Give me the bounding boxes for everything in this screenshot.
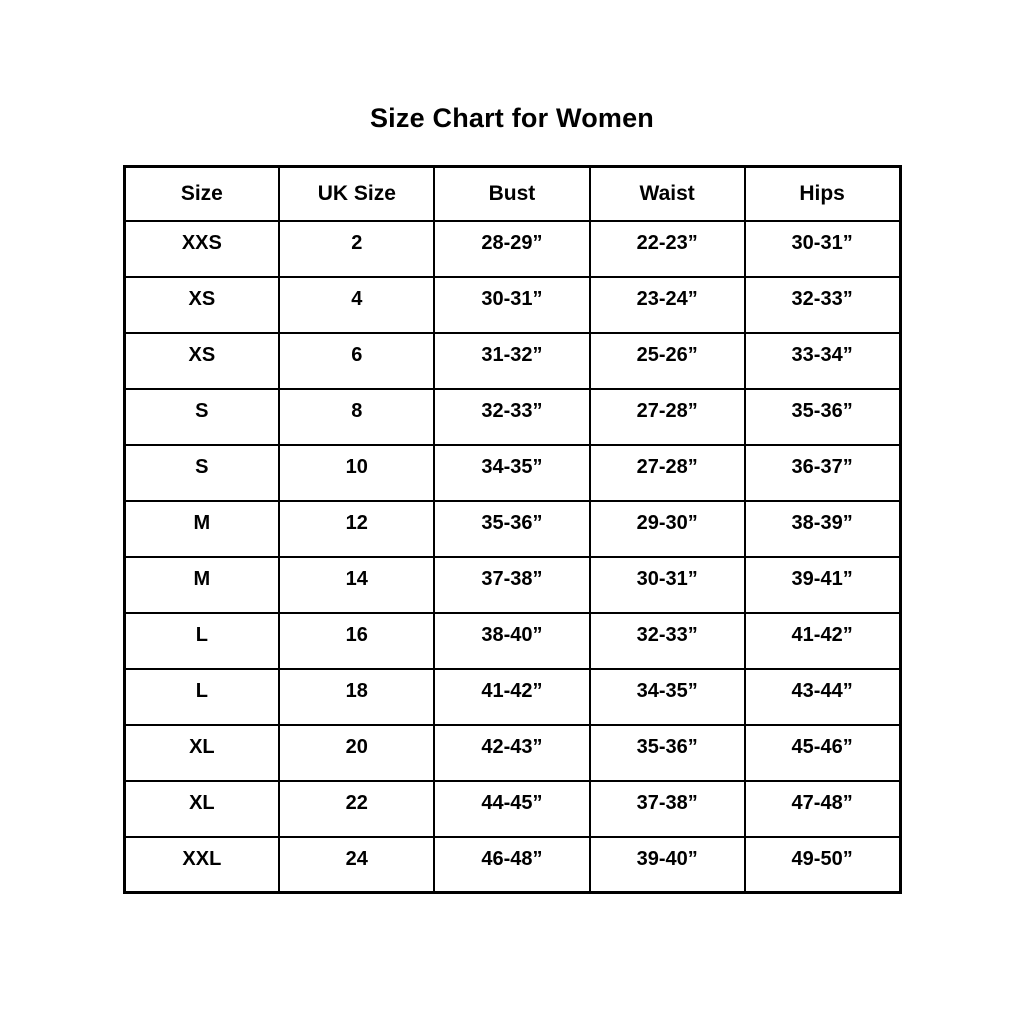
table-cell: 32-33”: [745, 277, 900, 333]
table-cell: 35-36”: [590, 725, 745, 781]
table-cell: 14: [279, 557, 434, 613]
table-cell: 28-29”: [434, 221, 589, 277]
table-cell: 24: [279, 837, 434, 893]
table-row: [124, 389, 900, 445]
table-row: [124, 781, 900, 837]
table-cell: L: [124, 613, 279, 669]
table-cell: 37-38”: [590, 781, 745, 837]
table-cell: 16: [279, 613, 434, 669]
table-cell: 20: [279, 725, 434, 781]
table-cell: XS: [124, 277, 279, 333]
table-cell: 25-26”: [590, 333, 745, 389]
table-cell: 35-36”: [434, 501, 589, 557]
table-cell: 36-37”: [745, 445, 900, 501]
table-row: [124, 837, 900, 893]
table-row: [124, 669, 900, 725]
table-cell: XXL: [124, 837, 279, 893]
table-cell: 45-46”: [745, 725, 900, 781]
table-cell: 32-33”: [590, 613, 745, 669]
table-row: [124, 221, 900, 277]
table-cell: 37-38”: [434, 557, 589, 613]
table-cell: 47-48”: [745, 781, 900, 837]
column-header: Bust: [434, 167, 589, 221]
table-cell: XS: [124, 333, 279, 389]
table-cell: L: [124, 669, 279, 725]
column-header: Size: [124, 167, 279, 221]
table-cell: 41-42”: [745, 613, 900, 669]
table-cell: 41-42”: [434, 669, 589, 725]
table-cell: 30-31”: [745, 221, 900, 277]
page-title: Size Chart for Women: [369, 103, 655, 133]
table-cell: 38-40”: [434, 613, 589, 669]
table-cell: 42-43”: [434, 725, 589, 781]
size-table-body: [124, 221, 900, 893]
table-cell: 4: [279, 277, 434, 333]
table-row: [124, 445, 900, 501]
table-cell: S: [124, 445, 279, 501]
table-cell: 27-28”: [590, 445, 745, 501]
table-cell: 49-50”: [745, 837, 900, 893]
table-cell: 2: [279, 221, 434, 277]
table-cell: 33-34”: [745, 333, 900, 389]
table-cell: 22: [279, 781, 434, 837]
table-row: [124, 501, 900, 557]
table-cell: 18: [279, 669, 434, 725]
table-cell: 23-24”: [590, 277, 745, 333]
table-cell: 8: [279, 389, 434, 445]
table-cell: 30-31”: [434, 277, 589, 333]
column-header: Hips: [745, 167, 900, 221]
table-cell: M: [124, 557, 279, 613]
table-row: [124, 557, 900, 613]
table-header: [124, 167, 900, 221]
column-header: UK Size: [279, 167, 434, 221]
table-cell: 39-41”: [745, 557, 900, 613]
table-cell: 34-35”: [434, 445, 589, 501]
table-cell: 6: [279, 333, 434, 389]
table-cell: 29-30”: [590, 501, 745, 557]
table-cell: XL: [124, 781, 279, 837]
table-cell: S: [124, 389, 279, 445]
table-cell: 31-32”: [434, 333, 589, 389]
table-cell: 44-45”: [434, 781, 589, 837]
table-cell: M: [124, 501, 279, 557]
table-cell: 46-48”: [434, 837, 589, 893]
table-cell: 39-40”: [590, 837, 745, 893]
table-row: [124, 725, 900, 781]
table-row: [124, 333, 900, 389]
table-cell: XXS: [124, 221, 279, 277]
table-cell: XL: [124, 725, 279, 781]
table-cell: 35-36”: [745, 389, 900, 445]
table-cell: 22-23”: [590, 221, 745, 277]
table-cell: 30-31”: [590, 557, 745, 613]
header-row: [124, 167, 900, 221]
table-cell: 32-33”: [434, 389, 589, 445]
table-row: [124, 613, 900, 669]
size-chart-table: [123, 165, 902, 894]
column-header: Waist: [590, 167, 745, 221]
table-cell: 12: [279, 501, 434, 557]
table-row: [124, 277, 900, 333]
table-cell: 38-39”: [745, 501, 900, 557]
table-cell: 27-28”: [590, 389, 745, 445]
table-cell: 34-35”: [590, 669, 745, 725]
table-cell: 43-44”: [745, 669, 900, 725]
table-cell: 10: [279, 445, 434, 501]
